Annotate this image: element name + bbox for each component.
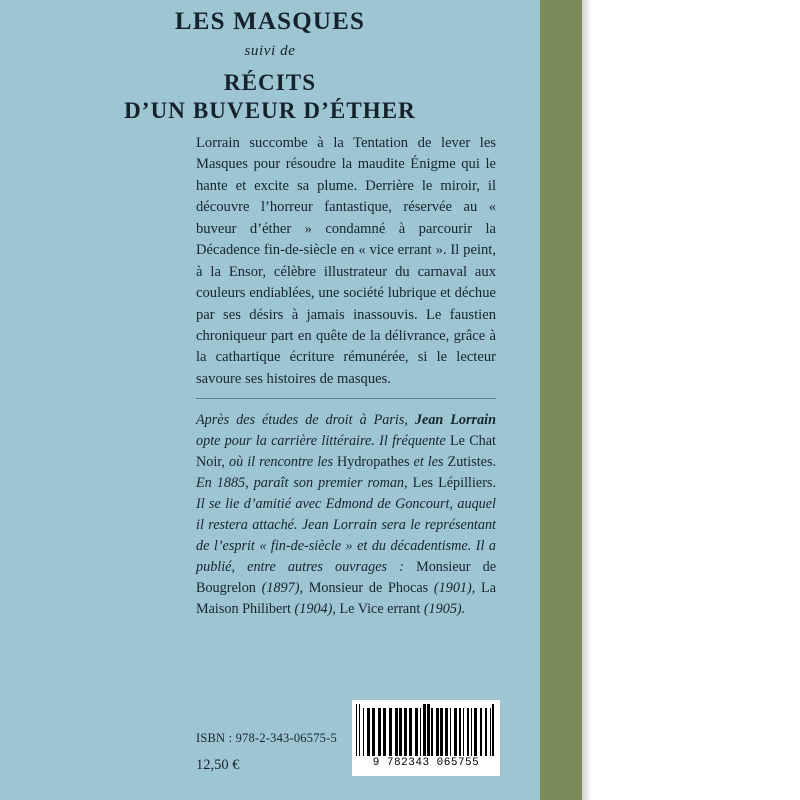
author-biography: Après des études de droit à Paris, Jean Lorrain opte pour la carrière littéraire. Il fréquente Le Chat Noir, où il rencontre les Hydropathes et les Zutistes. En 1885, paraît son premier roman, Les Lépilliers. Il se lie d’amitié avec Edmond de Goncourt, auquel il restera attaché. Jean Lorrain sera le représentant de l’esprit « fin-de-siècle » et du décadentisme. Il a publié, entre autres ouvrages : Monsieur de Bougrelon (1897), Monsieur de Phocas (1901), La Maison Philibert (1904), Le Vice errant (1905). <box>196 412 497 618</box>
book-subtitle-line2: D’UN BUVEUR D’ÉTHER <box>124 98 416 124</box>
barcode-number: 9 782343 065755 <box>372 757 480 769</box>
isbn-text: ISBN : 978-2-343-06575-5 <box>196 731 337 745</box>
book-subtitle-line1: RÉCITS <box>223 69 317 95</box>
price-text: 12,50 € <box>196 757 240 773</box>
book-spine <box>540 0 582 800</box>
spine-shadow <box>582 0 592 800</box>
page-background <box>582 0 800 800</box>
book-subtitle <box>0 69 540 127</box>
back-cover-blurb: Lorrain succombe à la Tentation de lever les Masques pour résoudre la maudite Énigme qui le hante et excite sa plume. Derrière le miroir, il découvre l’horreur fantastique, réservée au « buveur d’éther » condamné à parcourir la Décadence fin-de-siècle en « vice errant ». Il peint, à la Ensor, célèbre illustrateur du carnaval aux couleurs endiablées, une société lubrique et déchue par ses désirs à jamais inassouvis. Le faustien chroniqueur part en quête de la délivrance, grâce à la cathartique écriture rémunérée, si le lecteur savoure ses histoires de masques. <box>196 135 496 387</box>
book-title: LES MASQUES <box>174 8 366 35</box>
section-divider <box>196 398 496 399</box>
barcode-bars <box>356 704 496 756</box>
title-followed-by-label: suivi de <box>244 42 296 59</box>
title-block <box>0 8 540 126</box>
barcode <box>352 700 500 776</box>
